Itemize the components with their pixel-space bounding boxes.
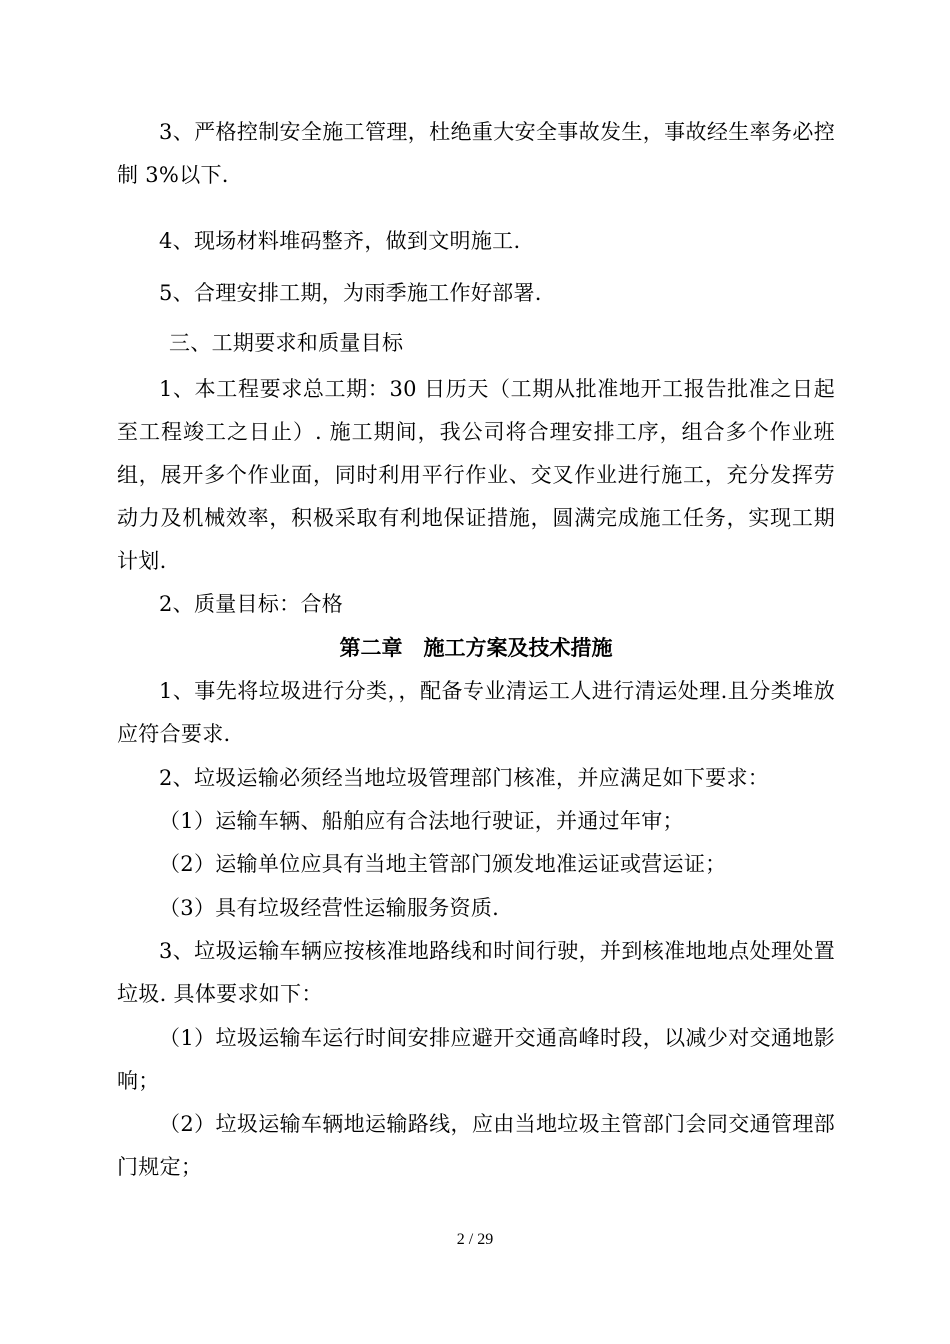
paragraph-transport-route-rules: （2）垃圾运输车辆地运输路线，应由当地垃圾主管部门会同交通管理部门规定； [117, 1112, 835, 1179]
page-number: 2 / 29 [456, 1231, 494, 1248]
paragraph-transport-permit: （2）运输单位应具有当地主管部门颁发地准运证或营运证； [159, 852, 727, 876]
paragraph-schedule-rain-season: 5、合理安排工期，为雨季施工作好部署. [159, 281, 542, 305]
paragraph-quality-target: 2、质量目标：合格 [159, 592, 344, 616]
paragraph-total-duration: 1、本工程要求总工期：30 日历天（工期从批准地开工报告批准之日起至工程竣工之日止）. 施工期间，我公司将合理安排工序，组合多个作业班组，展开多个作业面，同时利用平行作业、交叉作业进行施工，充分发挥劳动力及机械效率，积极采取有利地保证措施，圆满完成施工任务，实现工期计划. [117, 377, 835, 573]
paragraph-material-stacking: 4、现场材料堆码整齐，做到文明施工. [159, 229, 521, 253]
paragraph-safety-control: 3、严格控制安全施工管理，杜绝重大安全事故发生，事故经生率务必控制 3%以下. [117, 120, 835, 187]
paragraph-route-and-time: 3、垃圾运输车辆应按核准地路线和时间行驶，并到核准地地点处理处置垃圾. 具体要求如下： [117, 939, 835, 1006]
paragraph-service-qualification: （3）具有垃圾经营性运输服务资质. [159, 896, 500, 920]
section-heading-duration-quality: 三、工期要求和质量目标 [169, 331, 404, 355]
paragraph-vehicle-license: （1）运输车辆、船舶应有合法地行驶证，并通过年审； [159, 809, 684, 833]
paragraph-avoid-peak-hours: （1）垃圾运输车运行时间安排应避开交通高峰时段，以减少对交通地影响； [117, 1026, 835, 1093]
paragraph-waste-classification: 1、事先将垃圾进行分类，，配备专业清运工人进行清运处理.且分类堆放应符合要求. [117, 679, 835, 746]
paragraph-transport-approval: 2、垃圾运输必须经当地垃圾管理部门核准，并应满足如下要求： [159, 766, 770, 790]
chapter-title: 第二章 施工方案及技术措施 [339, 636, 613, 660]
